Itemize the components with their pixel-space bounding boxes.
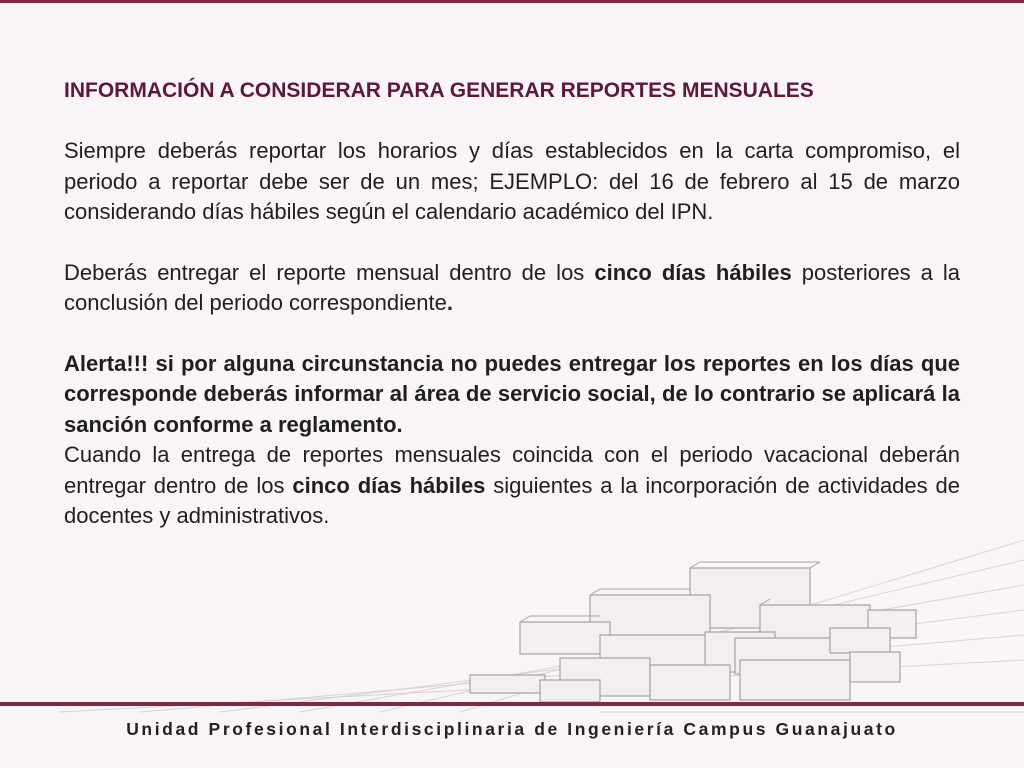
paragraph-alert: Alerta!!! si por alguna circunstancia no puedes entregar los reportes en los días que corresponde deberás informar al área de servicio social, de lo contrario se aplicará la sanción conforme a reglamento. xyxy=(64,350,960,437)
footer-rule xyxy=(0,702,1024,706)
paragraph-schedule: Siempre deberás reportar los horarios y días establecidos en la carta compromiso, el periodo a reportar debe ser de un mes; EJEMPLO: del 16 de febrero al 15 de marzo considerando días hábiles según el calendario académico del IPN. xyxy=(64,138,960,224)
delivery-text-pre: Deberás entregar el reporte mensual dentro de los xyxy=(64,259,595,285)
vacation-text-pre: Cuando la entrega de reportes mensuales coincida con el periodo vacacional deberán entregar dentro de los xyxy=(64,442,960,498)
paragraph-delivery xyxy=(64,258,960,319)
delivery-text-end: . xyxy=(446,290,453,315)
vacation-text-post: siguientes a la incorporación de actividades de docentes y administrativos. xyxy=(64,472,960,528)
slide-heading: INFORMACIÓN A CONSIDERAR PARA GENERAR REPORTES MENSUALES xyxy=(64,79,814,102)
paragraph-vacation xyxy=(64,440,960,532)
top-rule xyxy=(0,0,1024,3)
buildings-illustration xyxy=(0,540,1024,715)
footer-institution: Unidad Profesional Interdisciplinaria de Ingeniería Campus Guanajuato xyxy=(126,719,898,739)
delivery-text-bold: cinco días hábiles xyxy=(594,259,792,285)
slide-content xyxy=(64,76,960,532)
vacation-text-bold: cinco días hábiles xyxy=(292,472,486,498)
building-blocks xyxy=(470,568,916,702)
delivery-text-post: posteriores a la conclusión del periodo correspondiente xyxy=(64,259,961,315)
